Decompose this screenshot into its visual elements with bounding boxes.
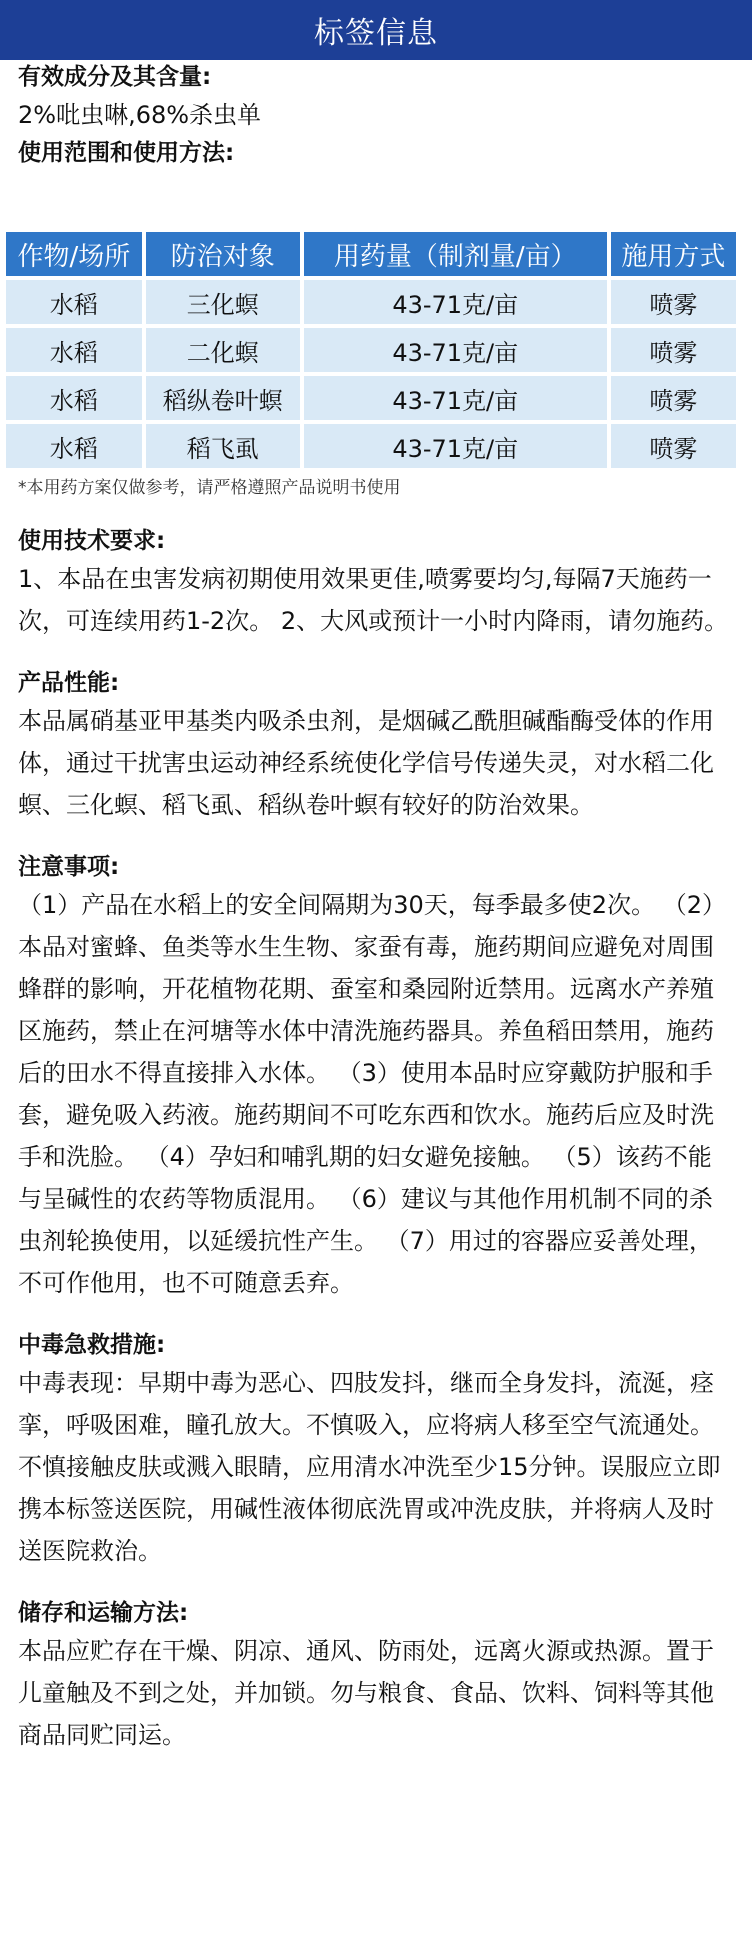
column-header-crop: 作物/场所 (6, 232, 142, 276)
cautions-heading: 注意事项: (18, 854, 120, 880)
table-row (6, 280, 736, 324)
table-row (6, 328, 736, 372)
column-header-dosage: 用药量（制剂量/亩） (304, 232, 607, 276)
spacer (18, 642, 734, 666)
table-cell-crop: 水稻 (6, 328, 142, 372)
table-cell-dosage: 43-71克/亩 (304, 376, 607, 420)
table-cell-crop: 水稻 (6, 376, 142, 420)
spacer (18, 826, 734, 850)
performance-heading: 产品性能: (18, 670, 120, 696)
table-cell-method: 喷雾 (611, 424, 736, 468)
table-cell-crop: 水稻 (6, 424, 142, 468)
performance-text: 本品属硝基亚甲基类内吸杀虫剂，是烟碱乙酰胆碱酯酶受体的作用体，通过干扰害虫运动神经系统使化学信号传递失灵，对水稻二化螟、三化螟、稻飞虱、稻纵卷叶螟有较好的防治效果。 (18, 707, 714, 819)
label-content (0, 60, 752, 1756)
table-cell-method: 喷雾 (611, 376, 736, 420)
table-cell-dosage: 43-71克/亩 (304, 424, 607, 468)
ingredients-heading: 有效成分及其含量: (18, 64, 212, 90)
table-row (6, 376, 736, 420)
table-disclaimer: *本用药方案仅做参考，请严格遵照产品说明书使用 (18, 478, 401, 498)
table-cell-method: 喷雾 (611, 280, 736, 324)
table-cell-method: 喷雾 (611, 328, 736, 372)
table-cell-dosage: 43-71克/亩 (304, 328, 607, 372)
column-header-method: 施用方式 (611, 232, 736, 276)
tech-requirements-text: 1、本品在虫害发病初期使用效果更佳,喷雾要均匀,每隔7天施药一次，可连续用药1-2次。 2、大风或预计一小时内降雨，请勿施药。 (18, 565, 729, 635)
spacer (18, 1304, 734, 1328)
table-header-row (6, 232, 736, 276)
table-cell-target: 稻纵卷叶螟 (146, 376, 300, 420)
first-aid-heading: 中毒急救措施: (18, 1332, 166, 1358)
storage-text: 本品应贮存在干燥、阴凉、通风、防雨处，远离火源或热源。置于儿童触及不到之处，并加锁。勿与粮食、食品、饮料、饲料等其他商品同贮同运。 (18, 1637, 714, 1749)
usage-heading: 使用范围和使用方法: (18, 140, 235, 166)
page-title: 标签信息 (314, 16, 438, 51)
tech-requirements-heading: 使用技术要求: (18, 528, 166, 554)
table-cell-crop: 水稻 (6, 280, 142, 324)
storage-heading: 储存和运输方法: (18, 1600, 189, 1626)
cautions-text: （1）产品在水稻上的安全间隔期为30天，每季最多使2次。 （2）本品对蜜蜂、鱼类等水生生物、家蚕有毒，施药期间应避免对周围蜂群的影响，开花植物花期、蚕室和桑园附近禁用。远离水产养殖区施药，禁止在河塘等水体中清洗施药器具。养鱼稻田禁用，施药后的田水不得直接排入水体。 （3）使用本品时应穿戴防护服和手套，避免吸入药液。施药期间不可吃东西和饮水。施药后应及时洗手和洗脸。 （4）孕妇和哺乳期的妇女避免接触。 （5）该药不能与呈碱性的农药等物质混用。 （6）建议与其他作用机制不同的杀虫剂轮换使用，以延缓抗性产生。 （7）用过的容器应妥善处理，不可作他用，也不可随意丢弃。 (18, 891, 726, 1297)
dosage-table (2, 228, 740, 472)
header-bar (0, 0, 752, 60)
first-aid-text: 中毒表现：早期中毒为恶心、四肢发抖，继而全身发抖，流涎，痉挛，呼吸困难，瞳孔放大。不慎吸入，应将病人移至空气流通处。不慎接触皮肤或溅入眼睛，应用清水冲洗至少15分钟。误服应立即携本标签送医院，用碱性液体彻底洗胃或冲洗皮肤，并将病人及时送医院救治。 (18, 1369, 721, 1565)
spacer (18, 500, 734, 524)
table-cell-target: 二化螟 (146, 328, 300, 372)
ingredients-text: 2%吡虫啉,68%杀虫单 (18, 101, 262, 129)
table-cell-dosage: 43-71克/亩 (304, 280, 607, 324)
table-cell-target: 稻飞虱 (146, 424, 300, 468)
table-cell-target: 三化螟 (146, 280, 300, 324)
spacer (18, 1572, 734, 1596)
table-row (6, 424, 736, 468)
column-header-target: 防治对象 (146, 232, 300, 276)
